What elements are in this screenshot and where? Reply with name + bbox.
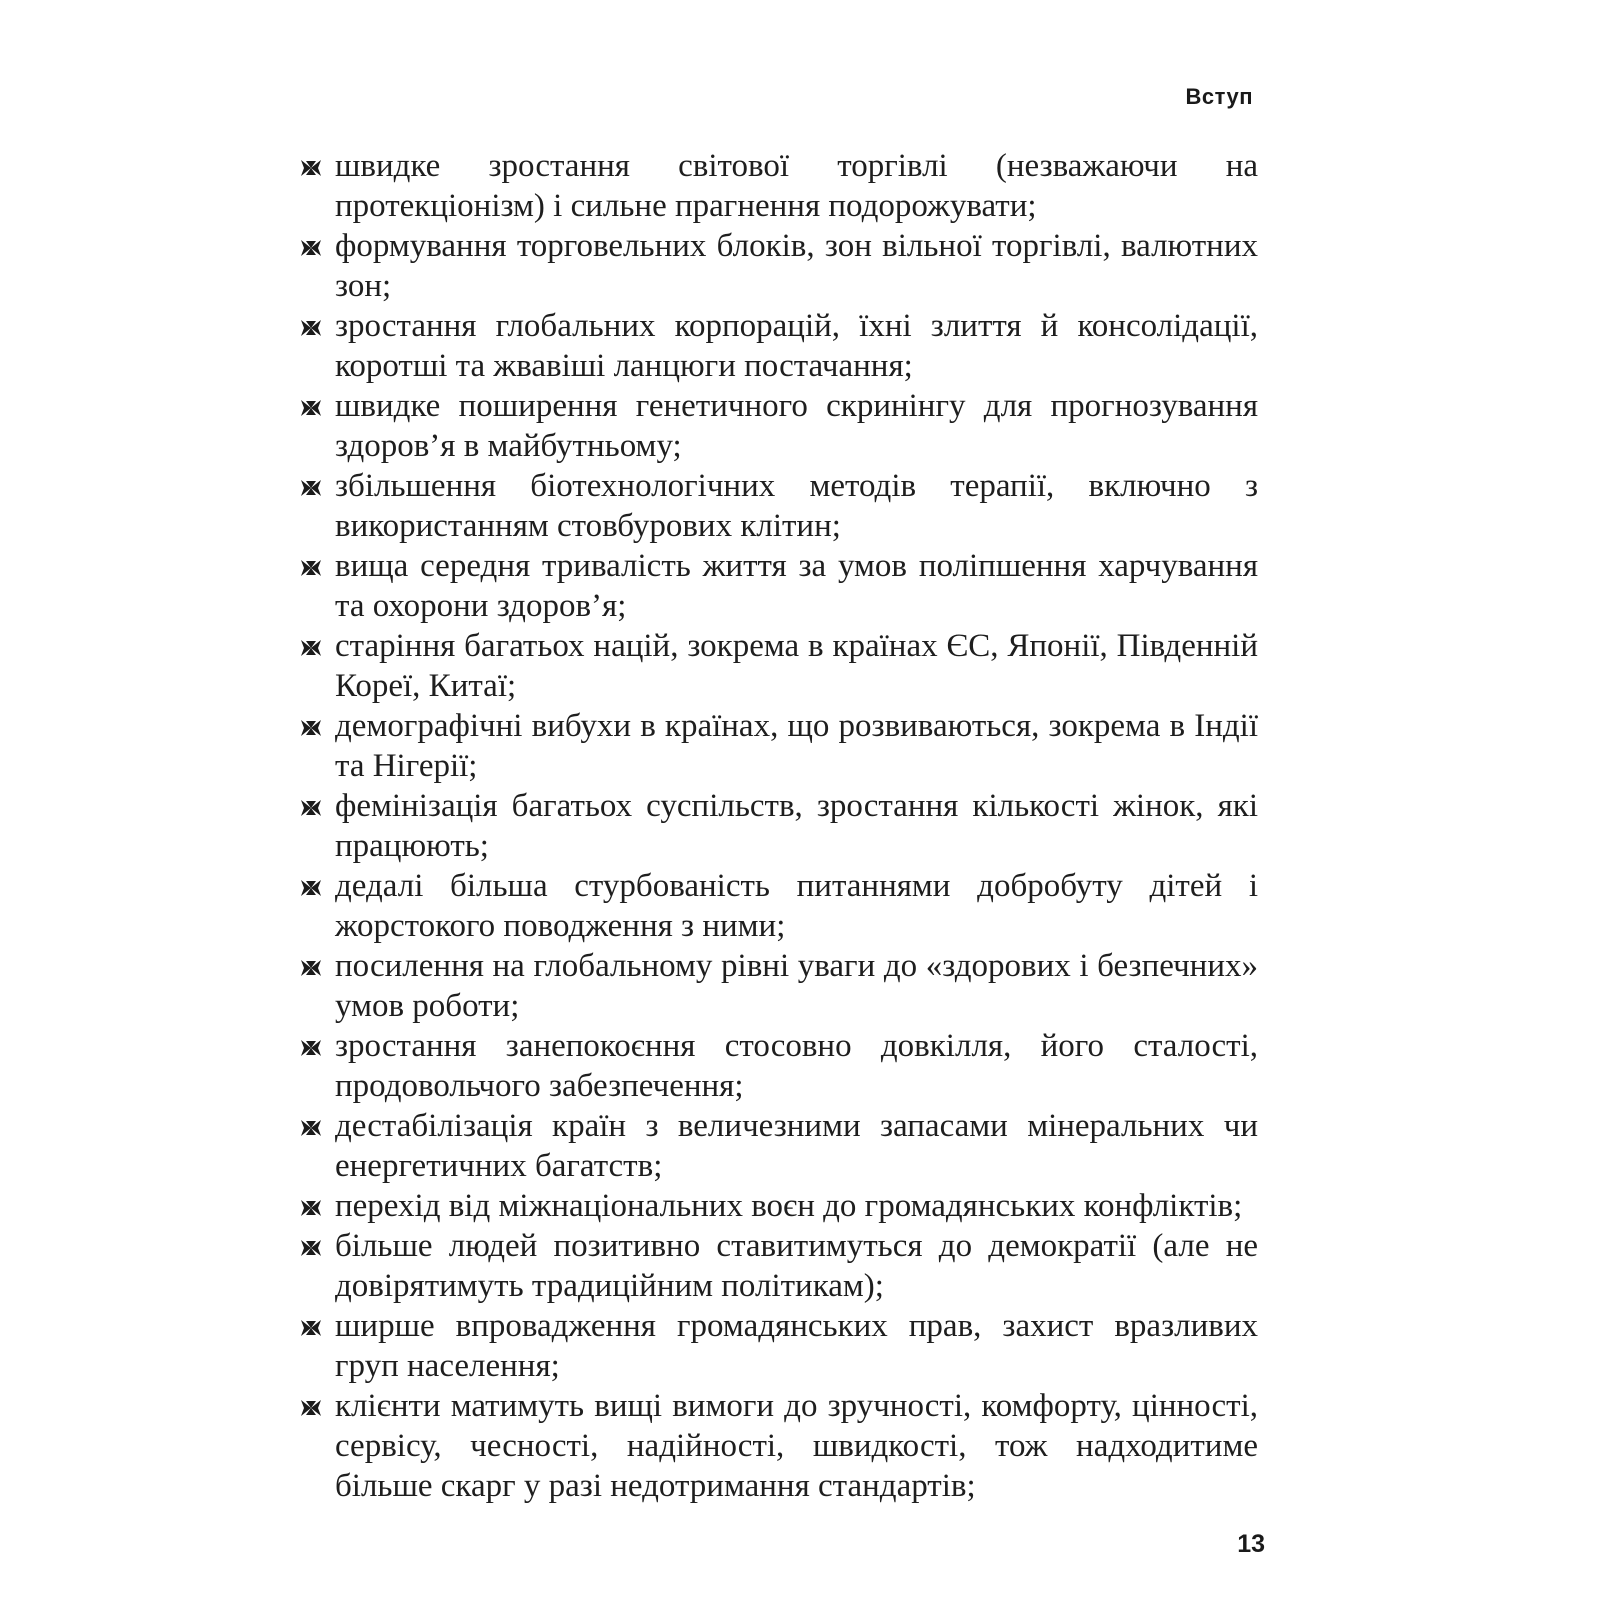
list-item [300,1226,1258,1306]
bowtie-star-icon [300,1039,322,1057]
bowtie-star-icon [300,399,322,417]
list-item [300,786,1258,866]
page-number: 13 [1237,1530,1265,1558]
bullet-list [300,146,1258,1506]
list-item-text: формування торговельних блоків, зон вільної торгівлі, валютних зон; [335,228,1258,304]
list-item-text: клієнти матимуть вищі вимоги до зручності, комфорту, цінності, сервісу, чесності, надійності, швидкості, тож надходитиме більше скарг у разі недотримання стандартів; [335,1388,1258,1504]
list-item [300,706,1258,786]
list-item-text: вища середня тривалість життя за умов поліпшення харчування та охорони здоров’я; [335,548,1258,624]
bowtie-star-icon [300,639,322,657]
list-item-text: ширше впровадження громадянських прав, захист вразливих груп населення; [335,1308,1258,1384]
list-item-text: більше людей позитивно ставитимуться до демократії (але не довірятимуть традиційним політикам); [335,1228,1258,1304]
list-item [300,226,1258,306]
list-item [300,306,1258,386]
list-item-text: швидке поширення генетичного скринінгу для прогнозування здоров’я в майбутньому; [335,388,1258,464]
list-item [300,466,1258,546]
list-item-text: збільшення біотехнологічних методів терапії, включно з використанням стовбурових клітин; [335,468,1258,544]
list-item [300,1386,1258,1506]
bowtie-star-icon [300,159,322,177]
list-item [300,386,1258,466]
list-item-text: перехід від міжнаціональних воєн до громадянських конфліктів; [335,1188,1243,1224]
bowtie-star-icon [300,719,322,737]
bowtie-star-icon [300,479,322,497]
bullet-list-container [300,146,1258,1506]
list-item-text: зростання занепокоєння стосовно довкілля, його сталості, продовольчого забезпечення; [335,1028,1258,1104]
list-item-text: зростання глобальних корпорацій, їхні злиття й консолідації, коротші та жвавіші ланцюги постачання; [335,308,1258,384]
list-item [300,1186,1258,1226]
list-item-text: посилення на глобальному рівні уваги до «здорових і безпечних» умов роботи; [335,948,1258,1024]
bowtie-star-icon [300,799,322,817]
bowtie-star-icon [300,559,322,577]
bowtie-star-icon [300,319,322,337]
list-item [300,1306,1258,1386]
list-item-text: дестабілізація країн з величезними запасами мінеральних чи енергетичних багатств; [335,1108,1258,1184]
bowtie-star-icon [300,1119,322,1137]
bowtie-star-icon [300,239,322,257]
running-head: Вступ [1185,84,1253,109]
list-item [300,1026,1258,1106]
list-item-text: демографічні вибухи в країнах, що розвиваються, зокрема в Індії та Нігерії; [335,708,1258,784]
list-item-text: старіння багатьох націй, зокрема в країнах ЄС, Японії, Південній Кореї, Китаї; [335,628,1258,704]
bowtie-star-icon [300,1199,322,1217]
list-item [300,946,1258,1026]
list-item [300,146,1258,226]
list-item [300,1106,1258,1186]
list-item [300,866,1258,946]
bowtie-star-icon [300,879,322,897]
list-item-text: фемінізація багатьох суспільств, зростання кількості жінок, які працюють; [335,788,1258,864]
bowtie-star-icon [300,959,322,977]
list-item [300,546,1258,626]
list-item-text: швидке зростання світової торгівлі (незважаючи на протекціонізм) і сильне прагнення подорожувати; [335,148,1258,224]
bowtie-star-icon [300,1319,322,1337]
list-item-text: дедалі більша стурбованість питаннями добробуту дітей і жорстокого поводження з ними; [335,868,1258,944]
bowtie-star-icon [300,1399,322,1417]
bowtie-star-icon [300,1239,322,1257]
list-item [300,626,1258,706]
